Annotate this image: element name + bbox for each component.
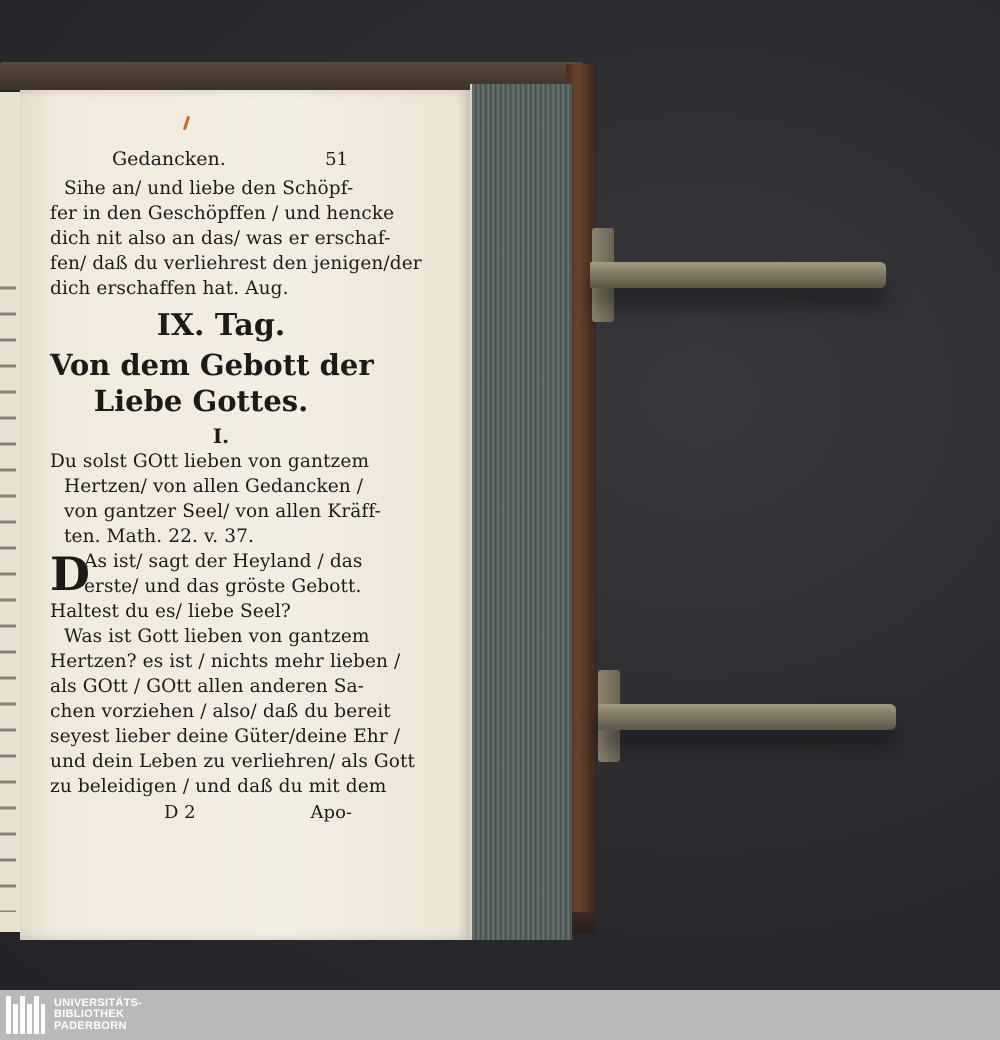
page-footer: [50, 799, 352, 825]
running-head-title: Gedancken.: [112, 148, 226, 170]
page-text-block: [50, 148, 422, 825]
text-line: und dein Leben zu verliehren/ als Gott: [50, 751, 416, 772]
chapter-heading: [50, 347, 374, 419]
day-title: IX. Tag.: [156, 308, 286, 343]
library-name-line: PADERBORN: [54, 1019, 127, 1032]
facing-page-text-fragment: [0, 272, 16, 912]
text-line: dich erschaffen hat. Aug.: [50, 278, 289, 299]
library-name-line: UNIVERSITÄTS-: [54, 996, 143, 1009]
text-line: Was ist Gott lieben von gantzem: [64, 626, 370, 647]
page-block-edge: [470, 84, 572, 940]
library-name-line: BIBLIOTHEK: [54, 1008, 125, 1021]
page-number: 51: [325, 149, 348, 170]
text-line: seyest lieber deine Güter/deine Ehr /: [50, 726, 401, 747]
quote-line: ten. Math. 22. v. 37.: [64, 526, 254, 547]
text-line: dich nit also an das/ was er erschaf-: [50, 228, 391, 249]
quote-line: von gantzer Seel/ von allen Kräff-: [64, 501, 381, 522]
heading-line: Von dem Gebott der: [50, 348, 374, 382]
dropcap-paragraph: [50, 547, 363, 601]
section-number: I.: [212, 424, 230, 448]
text-line: Sihe an/ und liebe den Schöpf-: [64, 178, 354, 199]
facing-page-sliver: [0, 92, 22, 932]
library-name: [54, 998, 142, 1033]
catchword: Apo-: [310, 802, 352, 823]
text-line: Hertzen? es ist / nichts mehr lieben /: [50, 651, 401, 672]
text-line: fer in den Geschöpffen / und hencke: [50, 203, 395, 224]
dropcap: D: [50, 547, 90, 601]
quote-line: Du solst GOtt lieben von gantzem: [50, 451, 370, 472]
paragraph-bottom: [50, 599, 416, 799]
paragraph-top: [50, 176, 422, 301]
text-line: As ist/ sagt der Heyland / das: [84, 551, 363, 572]
text-line: fen/ daß du verliehrest den jenigen/der: [50, 253, 422, 274]
text-line: Haltest du es/ liebe Seel?: [50, 601, 291, 622]
running-head: [112, 148, 352, 170]
text-line: als GOtt / GOtt allen anderen Sa-: [50, 676, 365, 697]
book-clamp-bottom: [598, 704, 896, 730]
scripture-quote: [50, 449, 381, 549]
book-clamp-top: [590, 262, 886, 288]
text-line: chen vorziehen / also/ daß du bereit: [50, 701, 391, 722]
heading-line: Liebe Gottes.: [93, 384, 309, 418]
text-line: zu beleidigen / und daß du mit dem: [50, 776, 387, 797]
library-logo-icon: [4, 994, 46, 1036]
quote-line: Hertzen/ von allen Gedancken /: [64, 476, 364, 497]
signature-mark: D 2: [164, 802, 196, 823]
library-footer-bar: [0, 990, 1000, 1040]
text-line: erste/ und das gröste Gebott.: [84, 576, 362, 597]
